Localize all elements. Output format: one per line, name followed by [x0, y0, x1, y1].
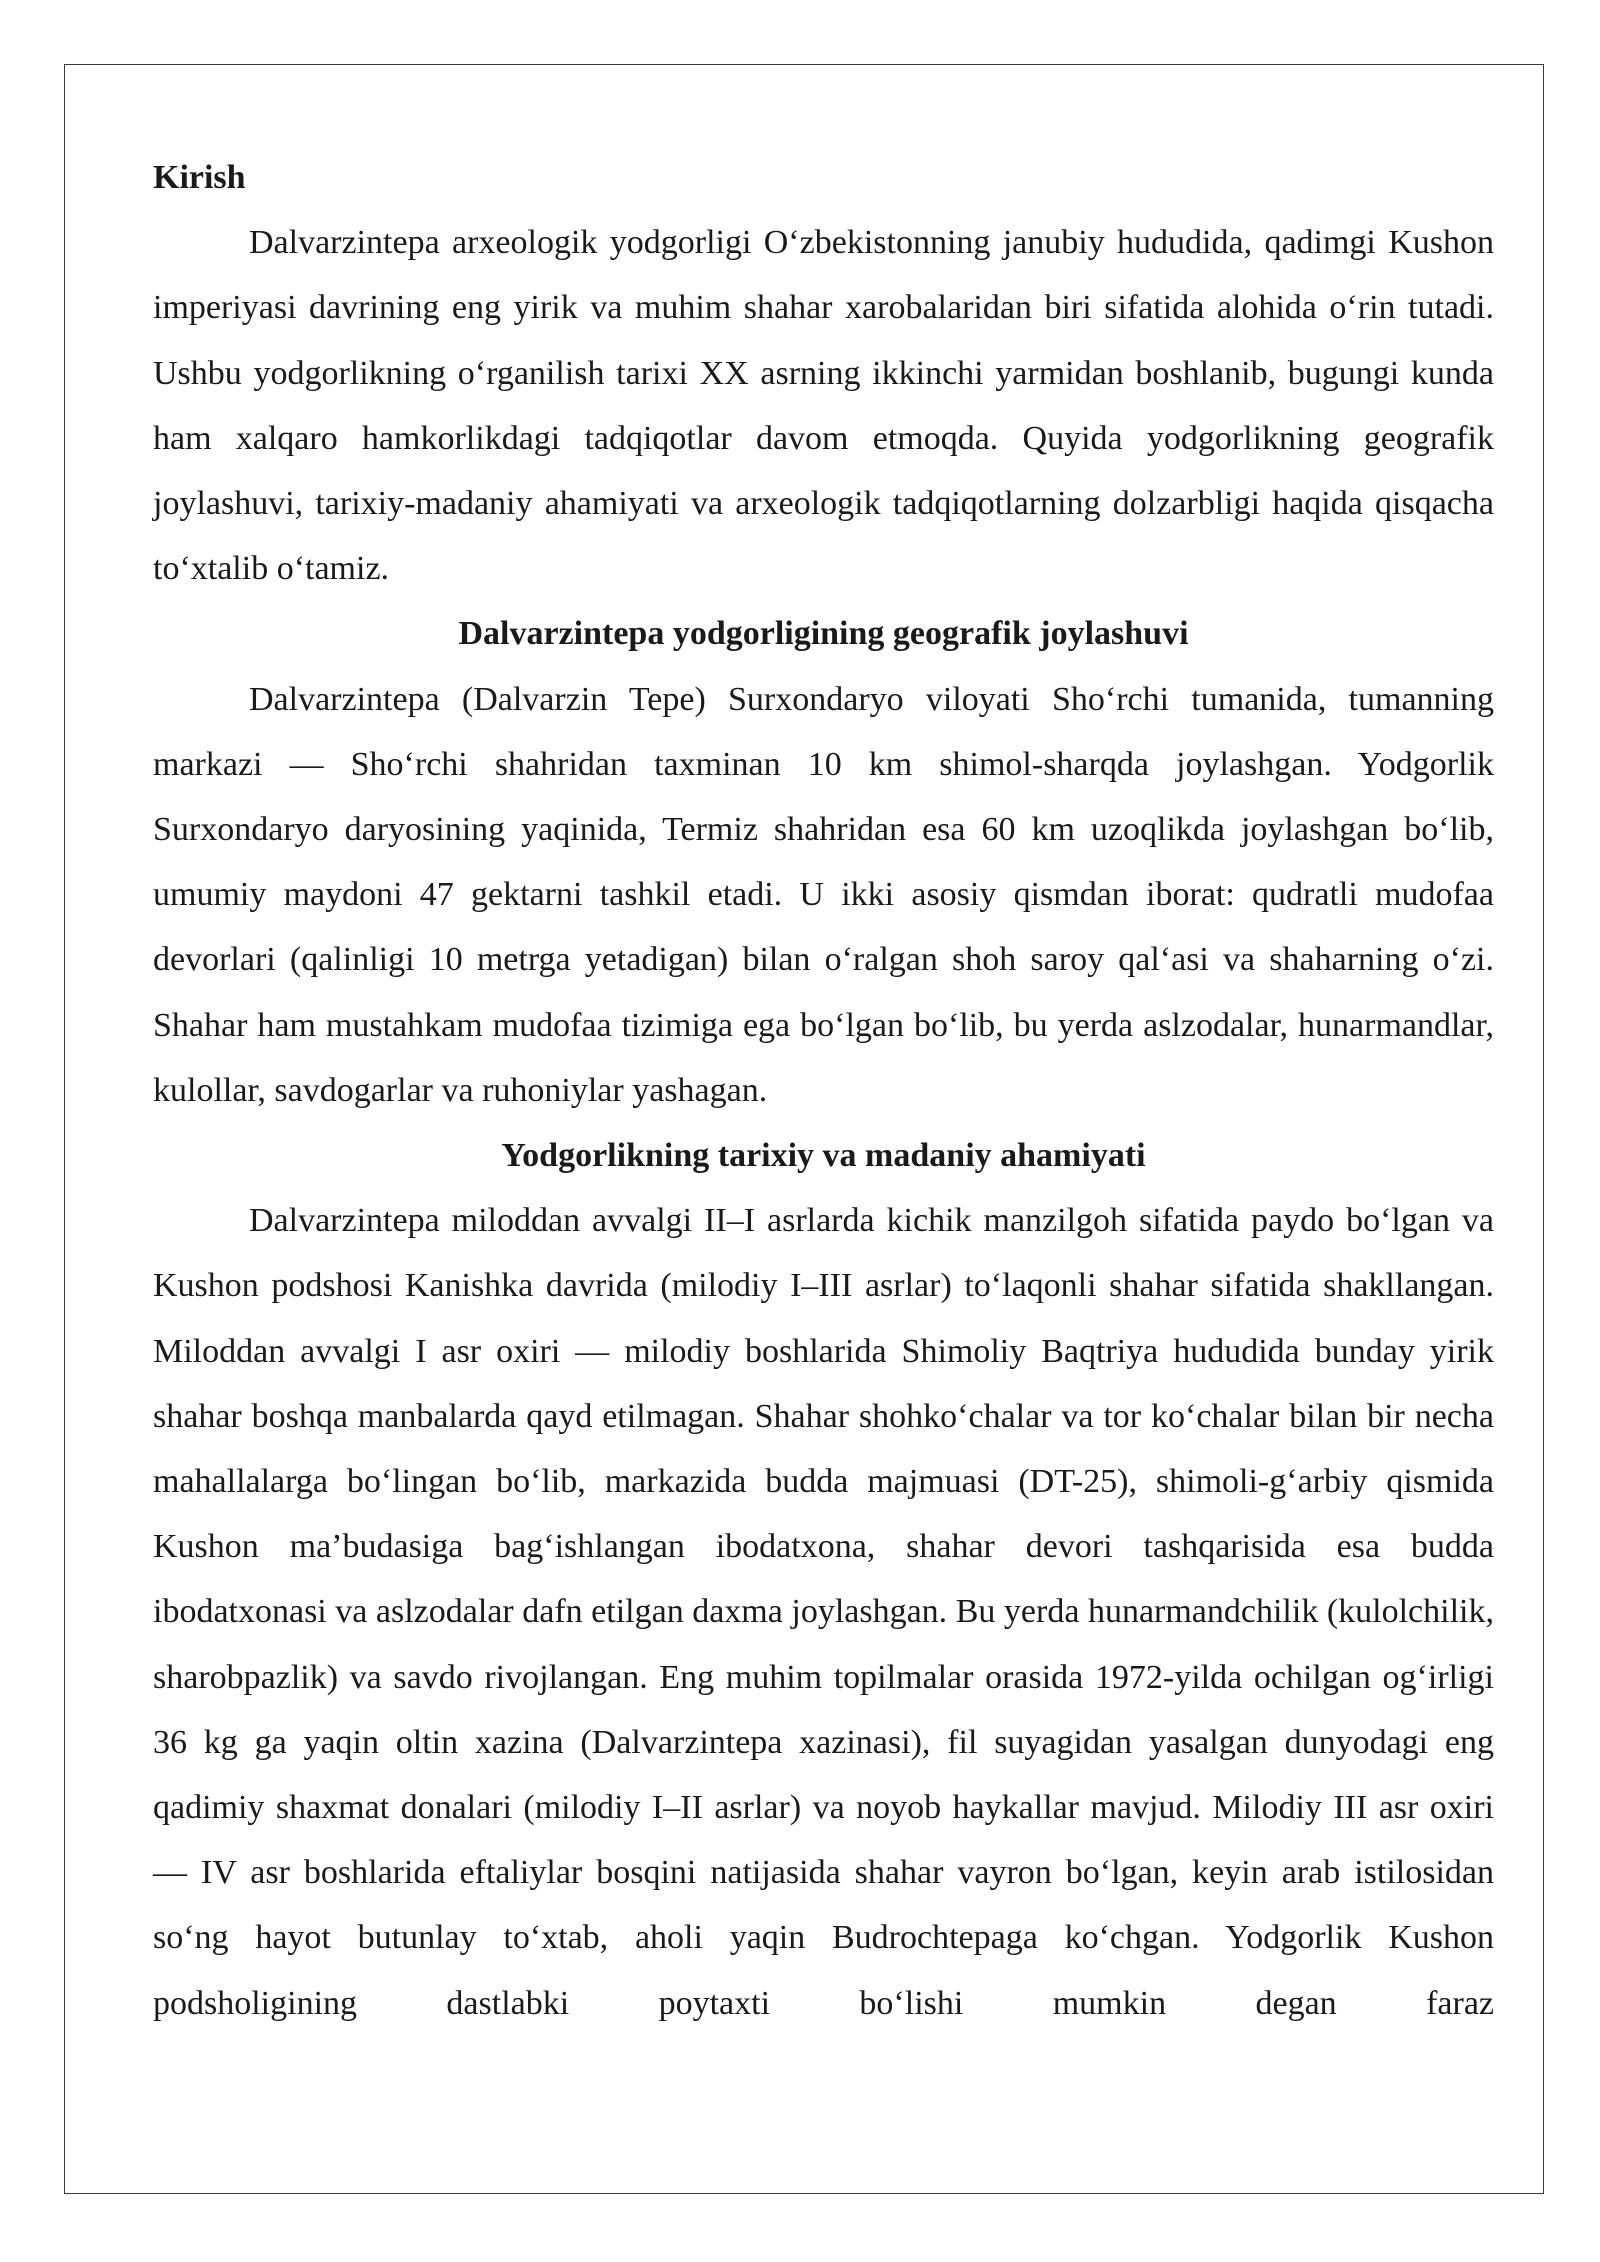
heading-significance: Yodgorlikning tarixiy va madaniy ahamiyati [501, 1137, 1146, 1175]
paragraph-intro: Dalvarzintepa arxeologik yodgorligi O‘zbekistonning janubiy hududida, qadimgi Kushon imperiyasi davrining eng yirik va muhim shahar xarobalaridan biri sifatida alohida o‘rin tutadi. Ushbu yodgorlikning o‘rganilish tarixi XX asrning ikkinchi yarmidan boshlanib, bugungi kunda ham xalqaro hamkorlikdagi tadqiqotlar davom etmoqda. Quyida yodgorlikning geografik joylashuvi, tarixiy-madaniy ahamiyati va arxeologik tadqiqotlarning dolzarbligi haqida qisqacha to‘xtalib o‘tamiz. [153, 224, 1494, 588]
heading-intro: Kirish [153, 159, 246, 196]
paragraph-geography: Dalvarzintepa (Dalvarzin Tepe) Surxondaryo viloyati Sho‘rchi tumanida, tumanning markazi — Sho‘rchi shahridan taxminan 10 km shimol-sharqda joylashgan. Yodgorlik Surxondaryo daryosining yaqinida, Termiz shahridan esa 60 km uzoqlikda joylashgan bo‘lib, umumiy maydoni 47 gektarni tashkil etadi. U ikki asosiy qismdan iborat: qudratli mudofaa devorlari (qalinligi 10 metrga yetadigan) bilan o‘ralgan shoh saroy qal‘asi va shaharning o‘zi. Shahar ham mustahkam mudofaa tizimiga ega bo‘lgan bo‘lib, bu yerda aslzodalar, hunarmandlar, kulollar, savdogarlar va ruhoniylar yashagan. [153, 680, 1494, 1109]
heading-geography: Dalvarzintepa yodgorligining geografik joylashuvi [458, 615, 1189, 653]
document-body [153, 145, 1494, 2036]
paragraph-significance: Dalvarzintepa miloddan avvalgi II–I asrlarda kichik manzilgoh sifatida paydo bo‘lgan va Kushon podshosi Kanishka davrida (milodiy I–III asrlar) to‘laqonli shahar sifatida shakllangan. Miloddan avvalgi I asr oxiri — milodiy boshlarida Shimoliy Baqtriya hududida bunday yirik shahar boshqa manbalarda qayd etilmagan. Shahar shohko‘chalar va tor ko‘chalar bilan bir necha mahallalarga bo‘lingan bo‘lib, markazida budda majmuasi (DT-25), shimoli-g‘arbiy qismida Kushon ma’budasiga bag‘ishlangan ibodatxona, shahar devori tashqarisida esa budda ibodatxonasi va aslzodalar dafn etilgan daxma joylashgan. Bu yerda hunarmandchilik (kulolchilik, sharobpazlik) va savdo rivojlangan. Eng muhim topilmalar orasida 1972-yilda ochilgan og‘irligi 36 kg ga yaqin oltin xazina (Dalvarzintepa xazinasi), fil suyagidan yasalgan dunyodagi eng qadimiy shaxmat donalari (milodiy I–II asrlar) va noyob haykallar mavjud. Milodiy III asr oxiri — IV asr boshlarida eftaliylar bosqini natijasida shahar vayron bo‘lgan, keyin arab istilosidan so‘ng hayot butunlay to‘xtab, aholi yaqin Budrochtepaga ko‘chgan. Yodgorlik Kushon podsholigining dastlabki poytaxti bo‘lishi mumkin degan faraz [153, 1202, 1494, 2022]
